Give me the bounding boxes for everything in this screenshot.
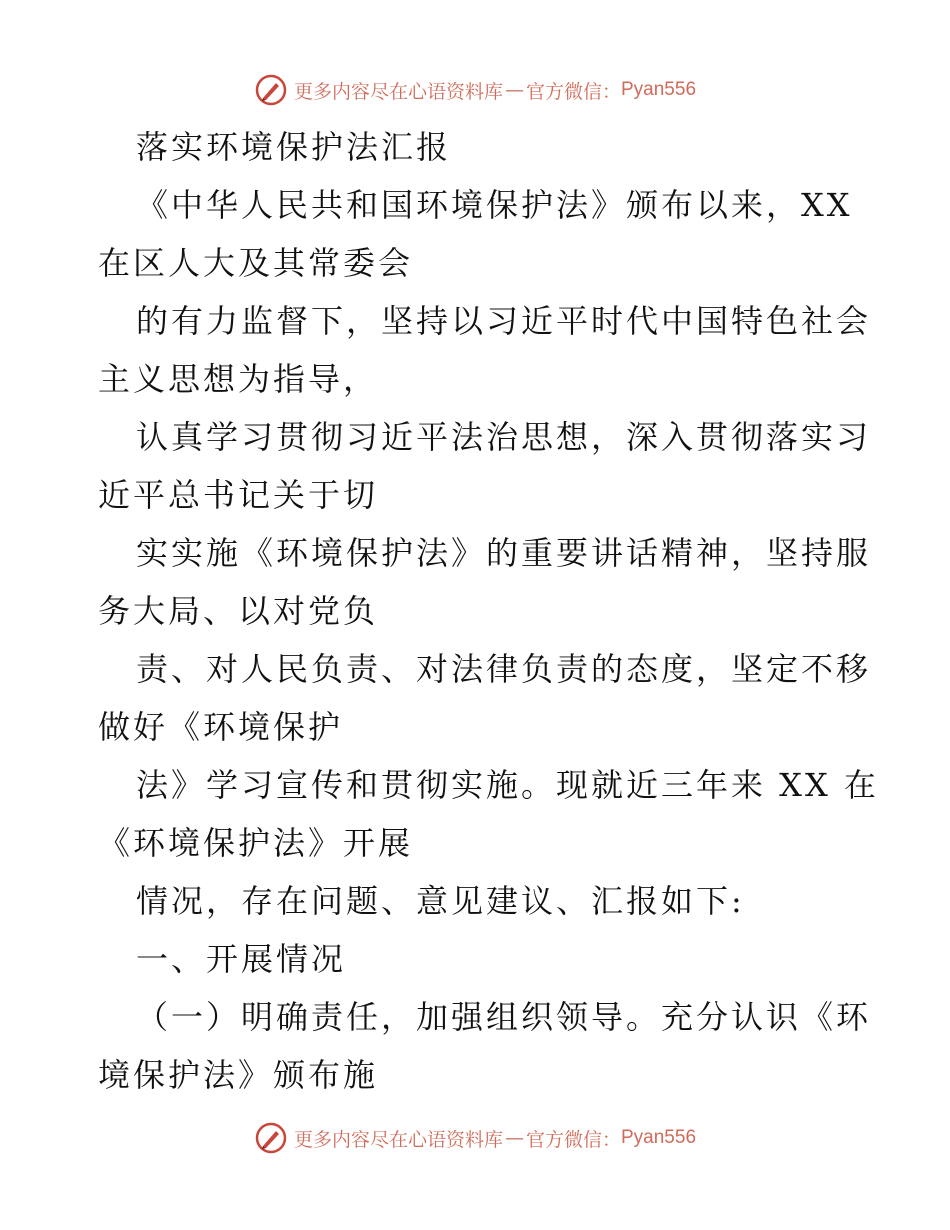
- watermark-suffix: 官方微信：: [525, 1128, 621, 1151]
- watermark-text: 更多内容尽在心语资料库: [293, 1128, 503, 1151]
- watermark-text: 更多内容尽在心语资料库: [293, 80, 503, 103]
- text-line: 落实环境保护法汇报: [136, 128, 452, 166]
- text-line: 《环境保护法》开展: [98, 824, 414, 862]
- text-line: 法》学习宣传和贯彻实施。现就近三年来 XX 在: [136, 766, 879, 804]
- pen-logo-icon: [254, 73, 288, 107]
- text-line: 近平总书记关于切: [98, 476, 379, 514]
- text-line: 务大局、以对党负: [98, 592, 379, 630]
- watermark-id: Pyan556: [621, 79, 697, 100]
- text-line: 一、开展情况: [136, 940, 347, 978]
- text-line: （一）明确责任，加强组织领导。充分认识《环: [136, 998, 872, 1036]
- watermark-suffix: 官方微信：: [525, 80, 621, 103]
- text-line: 认真学习贯彻习近平法治思想，深入贯彻落实习: [136, 418, 872, 456]
- text-line: 实实施《环境保护法》的重要讲话精神，坚持服: [136, 534, 872, 572]
- watermark-id: Pyan556: [621, 1127, 697, 1148]
- text-line: 境保护法》颁布施: [98, 1056, 379, 1094]
- text-line: 的有力监督下，坚持以习近平时代中国特色社会: [136, 302, 872, 340]
- pen-logo-icon: [254, 1121, 288, 1155]
- text-line: 主义思想为指导，: [98, 360, 379, 398]
- watermark-separator: —: [504, 1127, 524, 1149]
- footer-watermark: [0, 1118, 950, 1158]
- text-line: 在区人大及其常委会: [98, 244, 414, 282]
- document-body: [98, 118, 879, 1104]
- text-line: 《中华人民共和国环境保护法》颁布以来，XX: [136, 186, 853, 224]
- text-line: 责、对人民负责、对法律负责的态度，坚定不移: [136, 650, 872, 688]
- watermark-separator: —: [504, 79, 524, 101]
- text-line: 做好《环境保护: [98, 708, 344, 746]
- text-line: 情况，存在问题、意见建议、汇报如下:: [136, 882, 745, 920]
- header-watermark: [0, 70, 950, 110]
